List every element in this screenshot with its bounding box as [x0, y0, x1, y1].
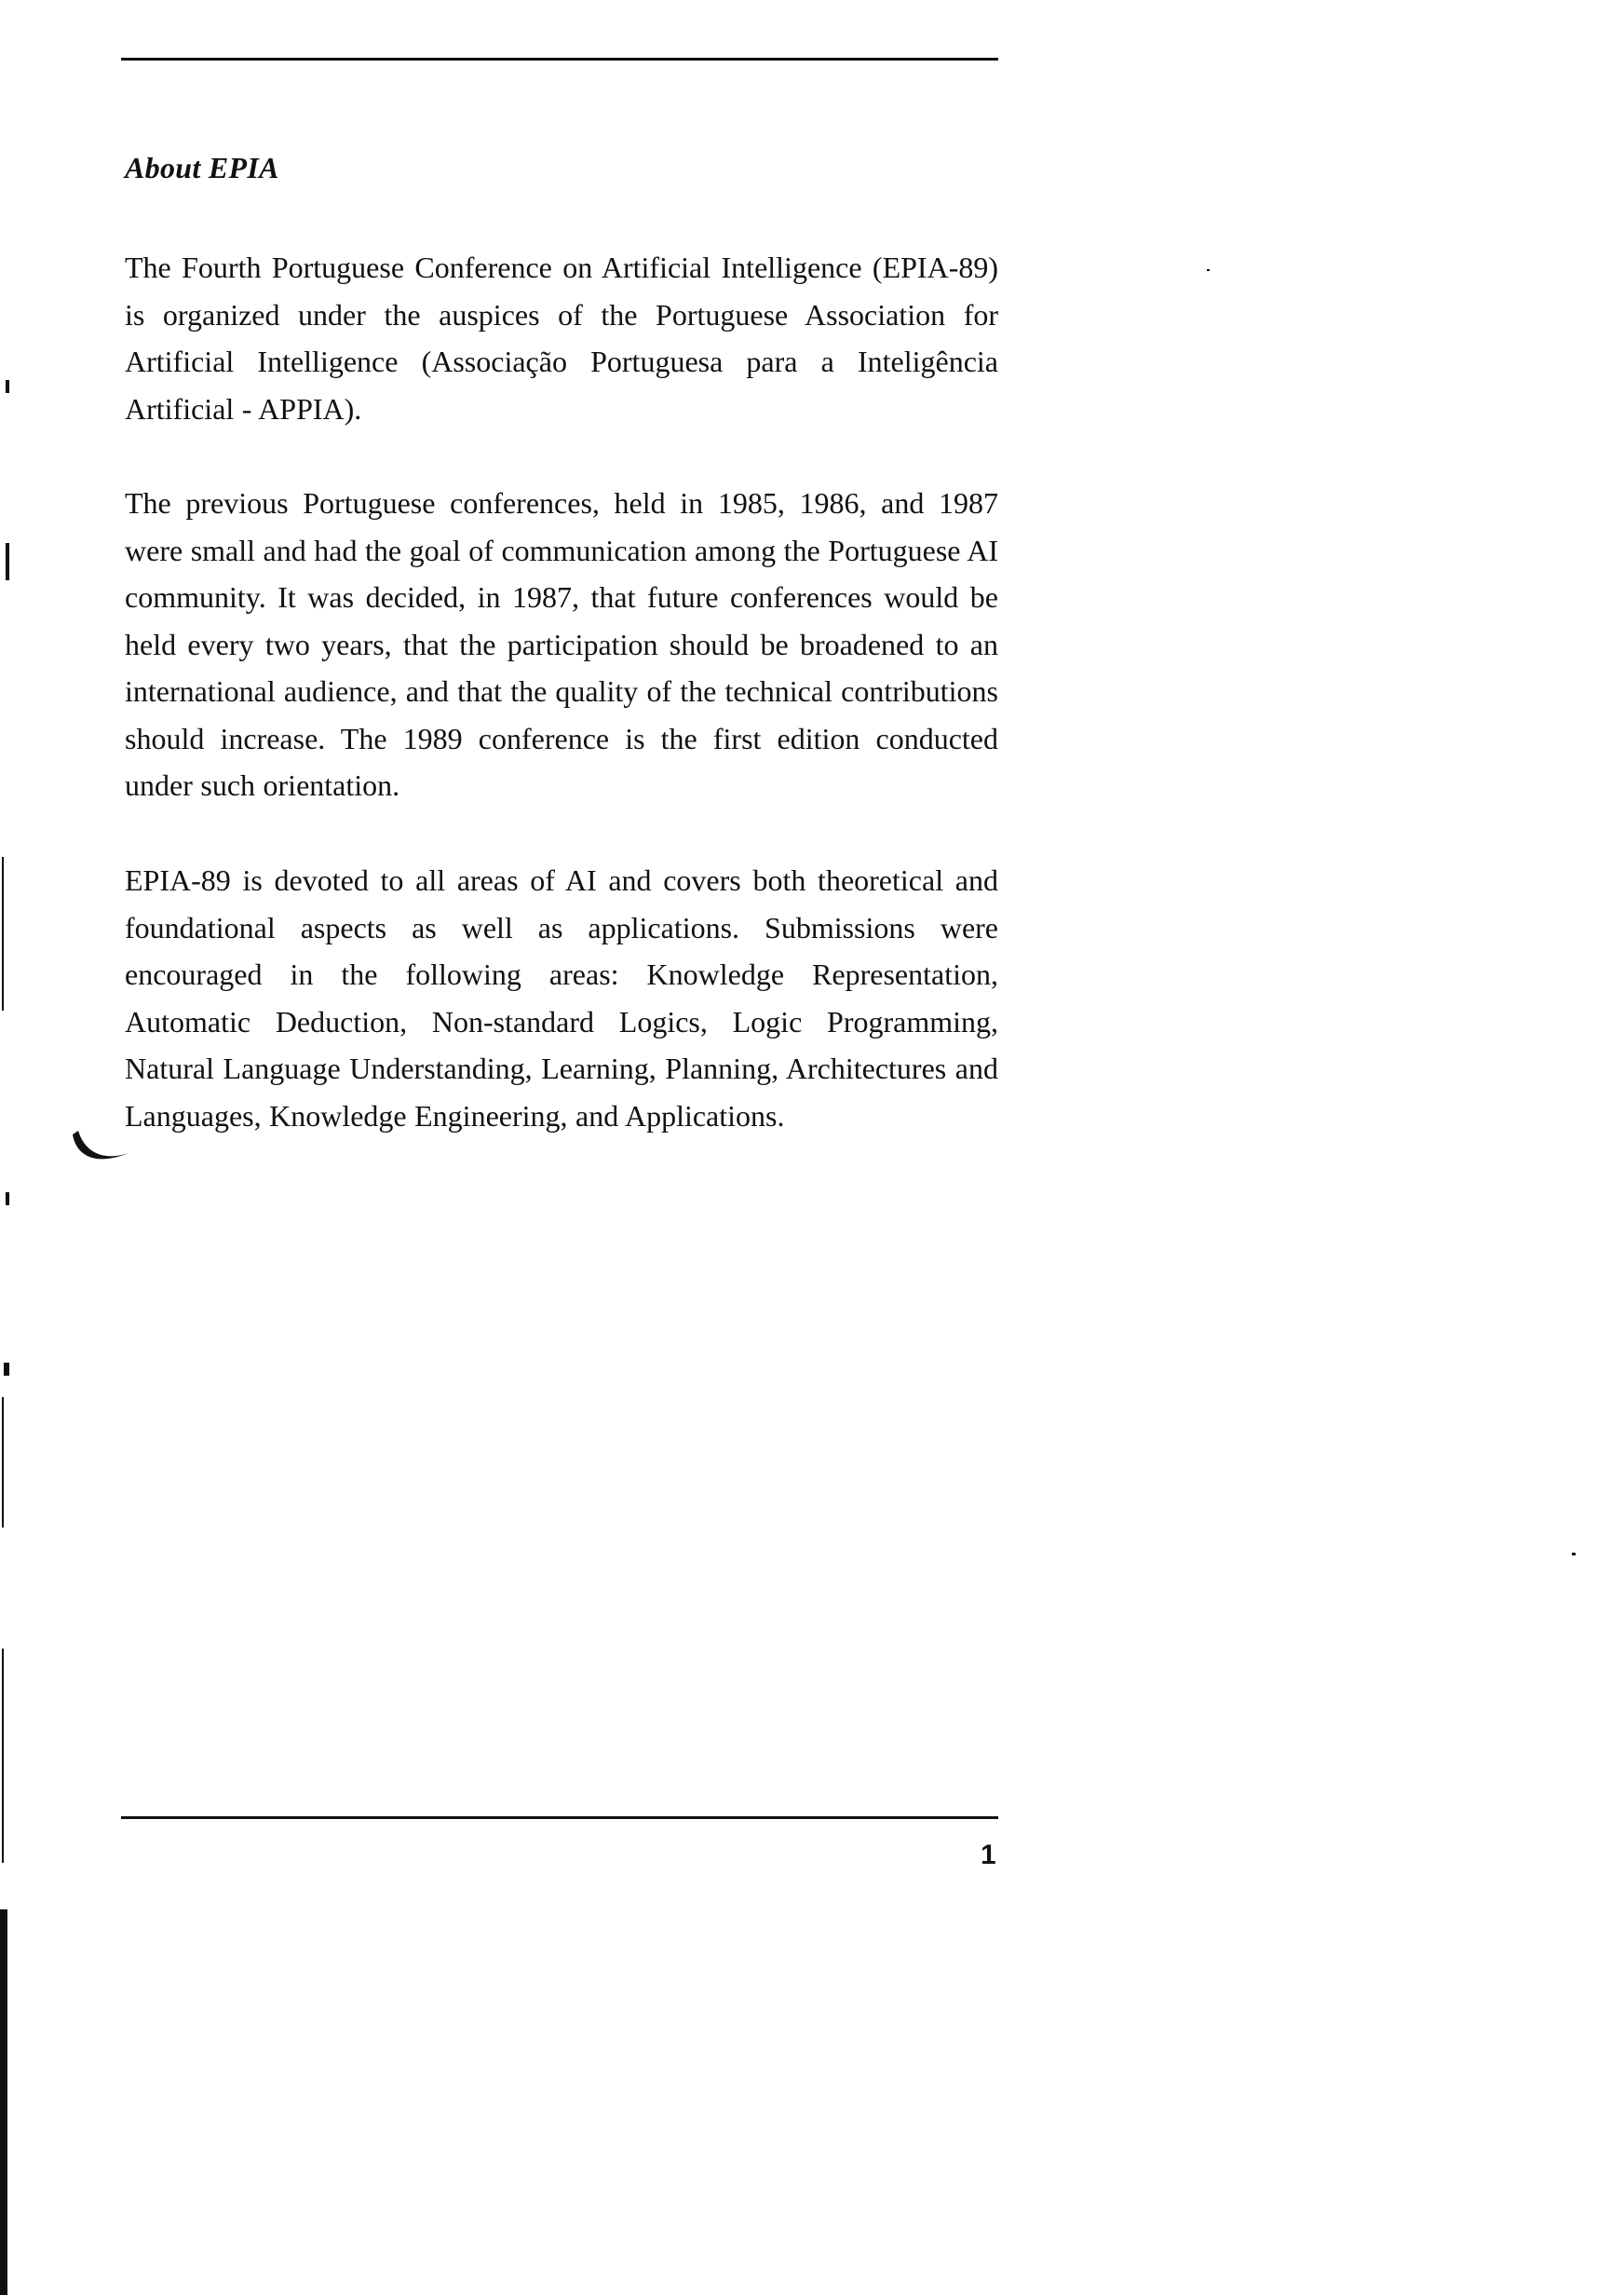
scan-artifact-line	[2, 857, 4, 1011]
paragraph-scope: EPIA-89 is devoted to all areas of AI and covers both theoretical and foundational aspects as well as applications. Submissions were encouraged in the following areas: Knowledge Representation, Automatic Deduction, Non-standard Logics, Logic Programming, Natural Language Understanding, Learning, Planning, Architectures and Languages, Knowledge Engineering, and Applications.	[125, 863, 998, 1133]
scan-artifact-mark	[6, 1192, 9, 1205]
scan-artifact-dot	[1572, 1553, 1576, 1555]
scan-artifact-mark	[6, 543, 9, 580]
scan-artifact-line	[2, 1649, 4, 1863]
scan-artifact-dot	[1207, 269, 1210, 271]
scan-artifact-line	[2, 1397, 4, 1528]
top-rule	[121, 58, 998, 61]
scan-artifact-edge	[0, 1909, 7, 2295]
paragraph-history: The previous Portuguese conferences, held in 1985, 1986, and 1987 were small and had the goal of communication among the Portuguese AI community. It was decided, in 1987, that future conferences would be held every two years, that the participation should be broadened to an international audience, and that the quality of the technical contributions should increase. The 1989 conference is the first edition conducted under such orientation.	[125, 486, 998, 802]
scan-artifact-mark	[4, 1363, 9, 1376]
paragraph-intro: The Fourth Portuguese Conference on Artificial Intelligence (EPIA-89) is organized under the auspices of the Portuguese Association for Artificial Intelligence (Associação Portuguesa para a Inteligência Artificial - APPIA).	[125, 251, 998, 426]
scan-artifact-curve	[69, 1129, 134, 1175]
scan-artifact-mark	[6, 380, 9, 393]
bottom-rule	[121, 1816, 998, 1819]
page-number: 1	[981, 1840, 996, 1870]
section-heading: About EPIA	[125, 151, 279, 184]
